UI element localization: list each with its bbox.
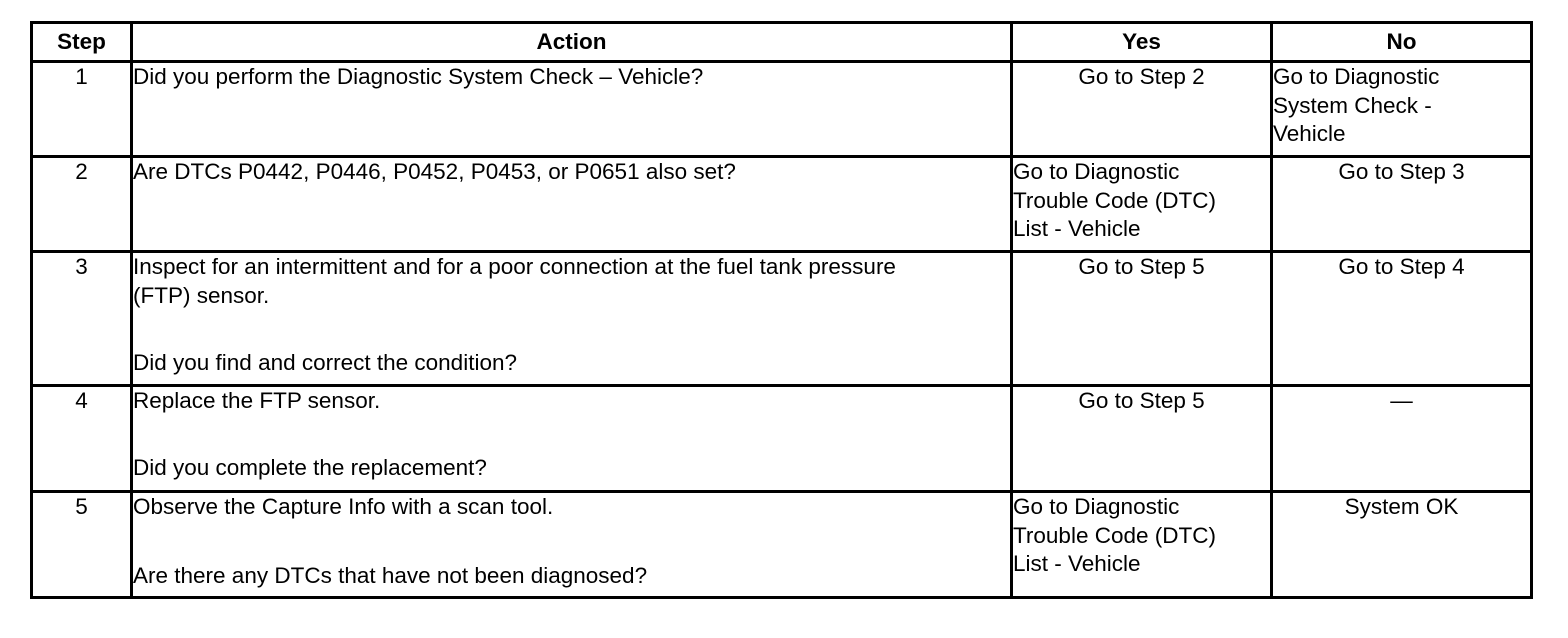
yes-text: List - Vehicle <box>1013 216 1141 241</box>
action-cell <box>132 386 1012 492</box>
yes-cell <box>1012 252 1272 386</box>
yes-cell <box>1012 492 1272 598</box>
no-text: System Check - <box>1273 92 1432 118</box>
action-question: Did you find and correct the condition? <box>133 350 517 375</box>
no-cell <box>1272 62 1532 157</box>
yes-text: List - Vehicle <box>1013 551 1141 576</box>
action-text: Replace the FTP sensor. <box>133 388 381 413</box>
yes-text: Go to Step 5 <box>1078 388 1205 413</box>
header-yes: Yes <box>1012 23 1272 62</box>
table-row <box>32 386 1532 492</box>
yes-text: Go to Step 5 <box>1078 254 1205 279</box>
action-cell <box>132 157 1012 252</box>
yes-cell <box>1012 62 1272 157</box>
action-text: Inspect for an intermittent and for a poor connection at the fuel tank pressure <box>133 254 896 279</box>
action-text: Are DTCs P0442, P0446, P0452, P0453, or P0651 also set? <box>133 159 736 184</box>
no-text: Go to Diagnostic <box>1273 64 1440 89</box>
no-cell <box>1272 157 1532 252</box>
header-no: No <box>1272 23 1532 62</box>
no-text: — <box>1390 388 1413 413</box>
header-step: Step <box>32 23 132 62</box>
header-row <box>32 23 1532 62</box>
table-row <box>32 157 1532 252</box>
yes-cell <box>1012 157 1272 252</box>
diagnostic-table <box>30 21 1533 599</box>
action-text: Did you perform the Diagnostic System Check – Vehicle? <box>133 64 704 89</box>
step-number: 2 <box>32 157 132 252</box>
action-text: (FTP) sensor. <box>133 282 270 308</box>
action-text: Observe the Capture Info with a scan tool. <box>133 494 554 519</box>
yes-text: Trouble Code (DTC) <box>1013 522 1216 548</box>
no-cell <box>1272 492 1532 598</box>
yes-text: Go to Step 2 <box>1078 64 1205 89</box>
step-number: 4 <box>32 386 132 492</box>
step-number: 3 <box>32 252 132 386</box>
yes-text: Go to Diagnostic <box>1013 159 1180 184</box>
step-number: 1 <box>32 62 132 157</box>
yes-cell <box>1012 386 1272 492</box>
no-cell <box>1272 252 1532 386</box>
table-row <box>32 62 1532 157</box>
action-question: Are there any DTCs that have not been diagnosed? <box>133 562 648 588</box>
action-cell <box>132 62 1012 157</box>
no-text: Go to Step 3 <box>1338 159 1465 184</box>
step-number: 5 <box>32 492 132 598</box>
no-text: Go to Step 4 <box>1338 254 1465 279</box>
no-text: System OK <box>1344 494 1459 519</box>
no-cell <box>1272 386 1532 492</box>
action-cell <box>132 492 1012 598</box>
table-row <box>32 252 1532 386</box>
action-cell <box>132 252 1012 386</box>
yes-text: Trouble Code (DTC) <box>1013 187 1216 213</box>
action-question: Did you complete the replacement? <box>133 454 487 480</box>
table-row <box>32 492 1532 598</box>
header-action: Action <box>132 23 1012 62</box>
no-text: Vehicle <box>1273 121 1346 146</box>
yes-text: Go to Diagnostic <box>1013 494 1180 519</box>
